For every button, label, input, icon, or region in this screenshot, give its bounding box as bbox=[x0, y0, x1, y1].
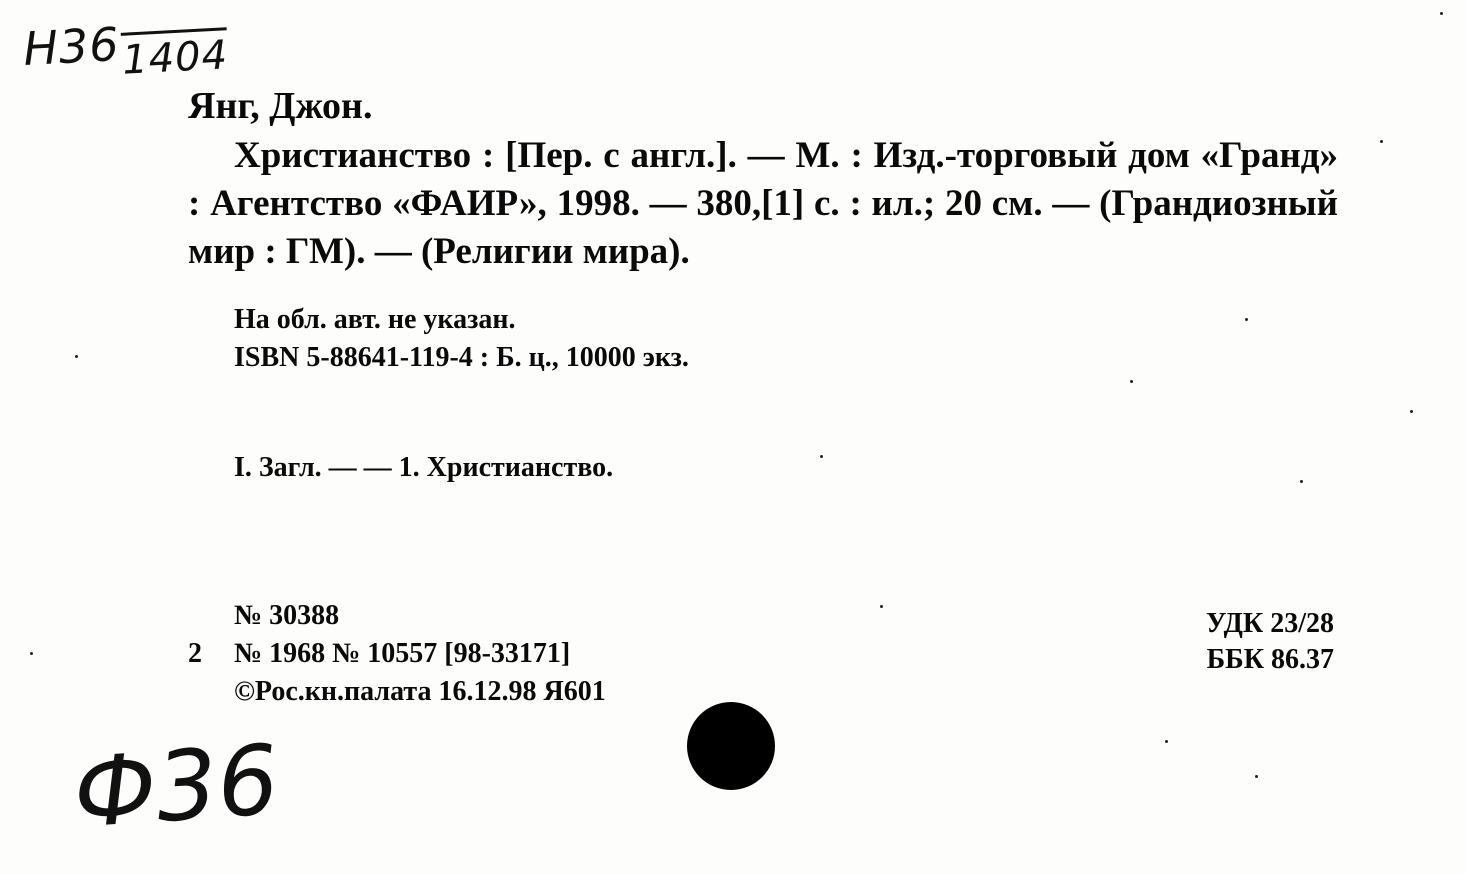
speck bbox=[1130, 380, 1133, 383]
chamber-copyright: ©Рос.кн.палата 16.12.98 Я601 bbox=[234, 676, 606, 707]
speck bbox=[1410, 410, 1413, 413]
registration-number: № 30388 bbox=[234, 600, 340, 631]
speck bbox=[30, 652, 33, 655]
speck bbox=[1300, 480, 1303, 483]
bbk-index: ББК 86.37 bbox=[1206, 644, 1334, 675]
tracings-line: I. Загл. — — 1. Христианство. bbox=[234, 452, 614, 483]
punch-hole bbox=[687, 702, 775, 790]
handwritten-call-number bbox=[22, 11, 230, 84]
handwritten-shelf-mark: Ф36 bbox=[70, 723, 283, 850]
speck bbox=[820, 455, 823, 458]
speck bbox=[1380, 140, 1383, 143]
speck bbox=[1245, 318, 1248, 321]
lead-digit: 2 bbox=[188, 638, 202, 669]
speck bbox=[1165, 740, 1168, 743]
handwritten-call-number-main: Н36 bbox=[22, 16, 121, 76]
speck bbox=[75, 355, 78, 358]
bibliographic-description: Христианство : [Пер. с англ.]. — М. : Изд.-торговый дом «Гранд» : Агентство «ФАИР», 1998. — 380,[1] с. : ил.; 20 см. — (Грандиозный мир : ГМ). — (Религии мира). bbox=[188, 135, 1338, 272]
speck bbox=[880, 605, 883, 608]
handwritten-call-number-sub: 1404 bbox=[121, 27, 229, 83]
author-heading: Янг, Джон. bbox=[188, 85, 373, 127]
udk-index: УДК 23/28 bbox=[1205, 608, 1334, 639]
catalog-numbers: № 1968 № 10557 [98-33171] bbox=[234, 638, 571, 669]
speck bbox=[1440, 12, 1443, 15]
note-isbn: ISBN 5-88641-119-4 : Б. ц., 10000 экз. bbox=[234, 342, 689, 373]
speck bbox=[1255, 775, 1258, 778]
note-author: На обл. авт. не указан. bbox=[234, 304, 516, 335]
